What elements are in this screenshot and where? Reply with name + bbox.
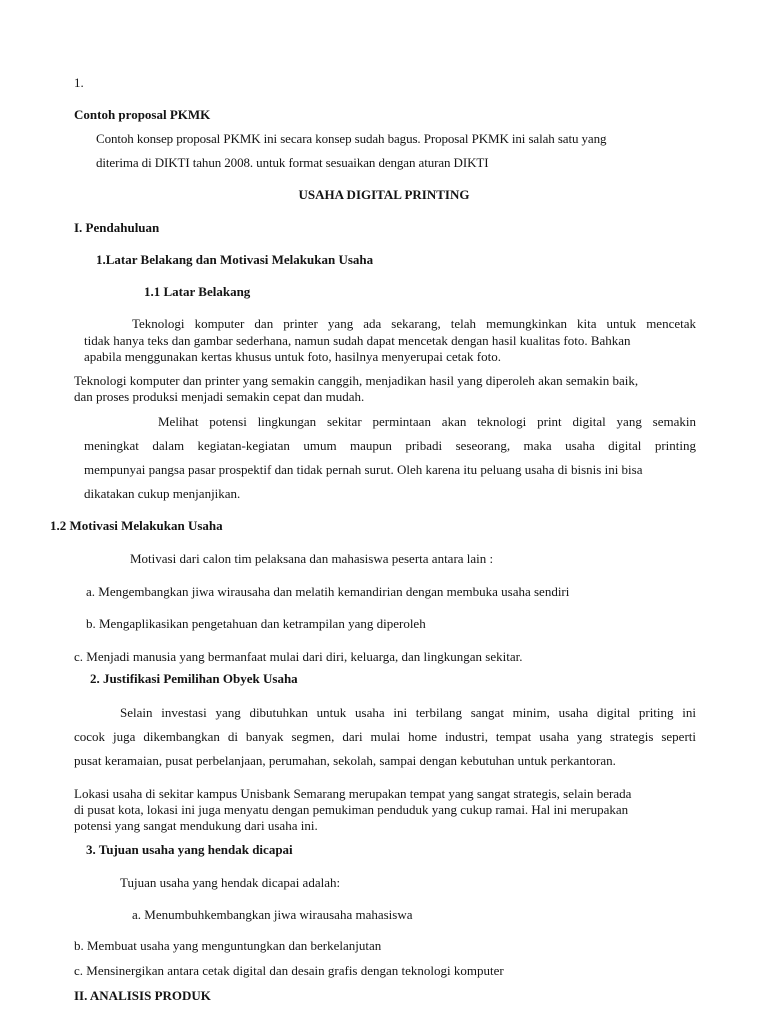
subsection-heading-1-2: 1.2 Motivasi Melakukan Usaha [50, 518, 223, 533]
paragraph-a-line-3: apabila menggunakan kertas khusus untuk foto, hasilnya menyerupai cetak foto. [84, 349, 501, 364]
paragraph-d-line-2: cocok juga dikembangkan di banyak segmen, dari mulai home industri, tempat usaha yang strategis seperti [74, 729, 696, 744]
paragraph-c-line-4: dikatakan cukup menjanjikan. [84, 486, 241, 501]
paragraph-b-line-2: dan proses produksi menjadi semakin cepat dan mudah. [74, 389, 365, 404]
paragraph-c-line-1: Melihat potensi lingkungan sekitar permintaan akan teknologi print digital yang semakin [158, 414, 696, 429]
list-number: 1. [74, 75, 84, 90]
intro-line-1: Contoh konsep proposal PKMK ini secara konsep sudah bagus. Proposal PKMK ini salah satu yang [96, 131, 607, 146]
list-item: b. Mengaplikasikan pengetahuan dan ketrampilan yang diperoleh [86, 616, 426, 631]
paragraph-e-line-3: potensi yang sangat mendukung dari usaha ini. [74, 818, 318, 833]
paragraph-c-line-2: meningkat dalam kegiatan-kegiatan umum maupun pribadi seseorang, maka usaha digital printing [84, 438, 696, 453]
list-item: b. Membuat usaha yang menguntungkan dan berkelanjutan [74, 938, 382, 953]
paragraph-e-line-2: di pusat kota, lokasi ini juga menyatu dengan pemukiman penduduk yang cukup ramai. Hal ini merupakan [74, 802, 629, 817]
subsection-heading-3: 3. Tujuan usaha yang hendak dicapai [86, 842, 293, 857]
tujuan-intro: Tujuan usaha yang hendak dicapai adalah: [120, 875, 341, 890]
paragraph-e-line-1: Lokasi usaha di sekitar kampus Unisbank Semarang merupakan tempat yang sangat strategis, selain berada [74, 786, 632, 801]
paragraph-a-line-1: Teknologi komputer dan printer yang ada sekarang, telah memungkinkan kita untuk mencetak [132, 316, 696, 331]
intro-line-2: diterima di DIKTI tahun 2008. untuk format sesuaikan dengan aturan DIKTI [96, 155, 489, 170]
subsection-heading-1: 1.Latar Belakang dan Motivasi Melakukan Usaha [96, 252, 374, 267]
section-heading-1: I. Pendahuluan [74, 220, 160, 235]
paragraph-d-line-1: Selain investasi yang dibutuhkan untuk usaha ini terbilang sangat minim, usaha digital priting ini [120, 705, 696, 720]
document-title: USAHA DIGITAL PRINTING [298, 187, 470, 202]
list-item: a. Mengembangkan jiwa wirausaha dan melatih kemandirian dengan membuka usaha sendiri [86, 584, 570, 599]
list-item: c. Mensinergikan antara cetak digital dan desain grafis dengan teknologi komputer [74, 963, 504, 978]
list-item: c. Menjadi manusia yang bermanfaat mulai dari diri, keluarga, dan lingkungan sekitar. [74, 649, 523, 664]
subsection-heading-1-1: 1.1 Latar Belakang [144, 284, 251, 299]
heading: Contoh proposal PKMK [74, 107, 211, 122]
subsection-heading-2: 2. Justifikasi Pemilihan Obyek Usaha [90, 671, 298, 686]
list-item: a. Menumbuhkembangkan jiwa wirausaha mahasiswa [132, 907, 413, 922]
paragraph-b-line-1: Teknologi komputer dan printer yang semakin canggih, menjadikan hasil yang diperoleh akan semakin baik, [74, 373, 639, 388]
paragraph-a-line-2: tidak hanya teks dan gambar sederhana, namun sudah dapat mencetak dengan hasil kualitas foto. Bahkan [84, 333, 631, 348]
motivasi-intro: Motivasi dari calon tim pelaksana dan mahasiswa peserta antara lain : [130, 551, 494, 566]
paragraph-c-line-3: mempunyai pangsa pasar prospektif dan tidak pernah surut. Oleh karena itu peluang usaha di bisnis ini bisa [84, 462, 643, 477]
section-heading-2: II. ANALISIS PRODUK [74, 988, 211, 1003]
paragraph-d-line-3: pusat keramaian, pusat perbelanjaan, perumahan, sekolah, sampai dengan kebutuhan untuk perkantoran. [74, 753, 616, 768]
